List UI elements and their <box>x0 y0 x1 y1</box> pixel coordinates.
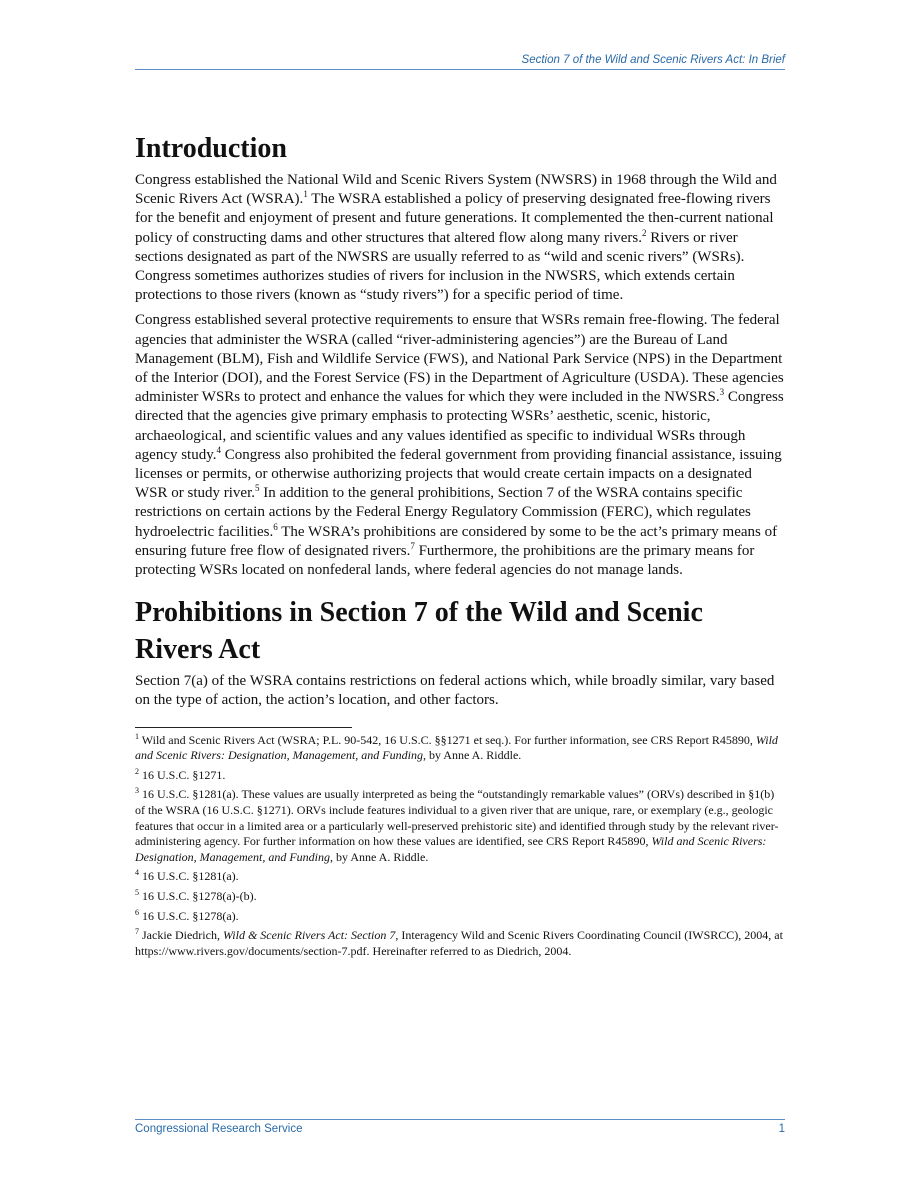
introduction-heading: Introduction <box>135 133 287 164</box>
text-run: Congress directed that the agencies give primary emphasis to protecting WSRs’ aesthetic, scenic, historic, archaeological, and scientific values and any values identified as specific to individual WSRs through agency study. <box>135 389 784 463</box>
text-run: Congress established several protective requirements to ensure that WSRs remain free-flowing. The federal agencies that administer the WSRA (called “river-administering agencies”) are the Bureau of Land Management (BLM), Fish and Wildlife Service (FWS), and National Park Service (NPS) in the Department of the Interior (DOI), and the Forest Service (FS) in the Department of Agriculture (USDA). These agencies administer WSRs to protect and enhance the values for which they were included in the NWSRS. <box>135 312 784 406</box>
footnote-2 <box>135 768 785 784</box>
text-run: Jackie Diedrich, <box>139 928 223 943</box>
footnote-ref-3[interactable]: 3 <box>719 387 725 398</box>
footnote-ref-7[interactable]: 7 <box>410 540 415 551</box>
header-rule <box>135 69 785 70</box>
text-run: Furthermore, the prohibitions are the primary means for protecting WSRs located on nonfederal lands, where federal agencies do not manage lands. <box>135 542 755 579</box>
footnote-number: 4 <box>135 868 139 878</box>
cited-title: Wild and Scenic Rivers: Designation, Management, and Funding <box>135 834 767 864</box>
footnote-4 <box>135 869 785 885</box>
text-run: The WSRA established a policy of preserving designated free-flowing rivers for the benefit and enjoyment of present and future generations. It complemented the then-current national policy of constructing dams and other structures that altered flow along many rivers. <box>135 191 774 246</box>
intro-paragraph-1 <box>135 171 785 305</box>
text-run: Congress also prohibited the federal government from providing financial assistance, issuing licenses or permits, or otherwise authorizing projects that would create certain impacts on a designated WSR or study river. <box>135 446 782 502</box>
footnote-number: 2 <box>135 766 139 776</box>
footnote-ref-6[interactable]: 6 <box>273 521 278 532</box>
text-run: The WSRA’s prohibitions are considered by some to be the act’s primary means of ensuring future free flow of designated rivers. <box>135 523 778 559</box>
text-run: 16 U.S.C. §1278(a). <box>139 908 239 923</box>
footnote-1 <box>135 733 785 764</box>
cited-title: Wild & Scenic Rivers Act: Section 7 <box>222 928 396 943</box>
prohibitions-heading: Prohibitions in Section 7 of the Wild and Scenic Rivers Act <box>135 597 703 666</box>
text-run: 16 U.S.C. §1271. <box>139 767 226 782</box>
footnote-separator <box>135 727 352 728</box>
cited-title: Wild and Scenic Rivers: Designation, Management, and Funding <box>135 732 778 763</box>
footnote-number: 1 <box>135 731 139 741</box>
text-run: , Interagency Wild and Scenic Rivers Coordinating Council (IWSRCC), 2004, at https://www.rivers.gov/documents/section-7.pdf. Hereinafter referred to as Diedrich, 2004. <box>135 928 783 958</box>
footnote-3 <box>135 787 785 865</box>
text-run: , by Anne A. Riddle. <box>422 748 522 763</box>
footnote-ref-1[interactable]: 1 <box>303 189 308 200</box>
footnote-number: 6 <box>135 907 139 917</box>
text-run: 16 U.S.C. §1281(a). <box>139 869 239 884</box>
running-header: Section 7 of the Wild and Scenic Rivers Act: In Brief <box>521 54 785 66</box>
text-run: , by Anne A. Riddle. <box>329 849 429 864</box>
footer-organization: Congressional Research Service <box>135 1123 303 1135</box>
footnote-ref-5[interactable]: 5 <box>255 483 260 494</box>
text-run: In addition to the general prohibitions, Section 7 of the WSRA contains specific restrictions on certain actions by the Federal Energy Regulatory Commission (FERC), which regulates hydroelectric facilities. <box>135 485 751 540</box>
prohibitions-paragraph-1: Section 7(a) of the WSRA contains restrictions on federal actions which, while broadly similar, vary based on the type of action, the action’s location, and other factors. <box>135 673 775 709</box>
intro-paragraph-2 <box>135 311 785 580</box>
text-run: 16 U.S.C. §1281(a). These values are usually interpreted as being the “outstandingly remarkable values” (ORVs) described in §1(b) of the WSRA (16 U.S.C. §1271). ORVs include features individual to a given river that are unique, rare, or exemplary (e.g., geologic features that occur in a limited area or a particularly well-preserved prehistoric site) and identified through study by the relevant river-administering agency. For further information on how these values are identified, see CRS Report R45890, <box>135 787 779 849</box>
footnote-ref-2[interactable]: 2 <box>641 227 647 238</box>
footnote-number: 5 <box>135 888 139 898</box>
footnote-number: 7 <box>135 927 139 937</box>
page-body <box>135 130 785 963</box>
footnote-7 <box>135 928 785 959</box>
text-run: Congress established the National Wild and Scenic Rivers System (NWSRS) in 1968 through the Wild and Scenic Rivers Act (WSRA). <box>135 172 777 208</box>
footer-rule <box>135 1119 785 1120</box>
footnote-ref-4[interactable]: 4 <box>216 444 222 455</box>
page-number: 1 <box>778 1123 785 1135</box>
footnote-5 <box>135 889 785 905</box>
footnote-6 <box>135 909 785 925</box>
text-run: Rivers or river sections designated as part of the NWSRS are usually referred to as “wild and scenic rivers” (WSRs). Congress sometimes authorizes studies of rivers for inclusion in the NWSRS, which extends certain protections to those rivers (known as “study rivers”) for a specific period of time. <box>135 229 745 304</box>
text-run: 16 U.S.C. §1278(a)-(b). <box>139 889 257 904</box>
text-run: Wild and Scenic Rivers Act (WSRA; P.L. 90-542, 16 U.S.C. §§1271 et seq.). For further information, see CRS Report R45890, <box>139 732 756 747</box>
footnote-number: 3 <box>135 786 139 796</box>
